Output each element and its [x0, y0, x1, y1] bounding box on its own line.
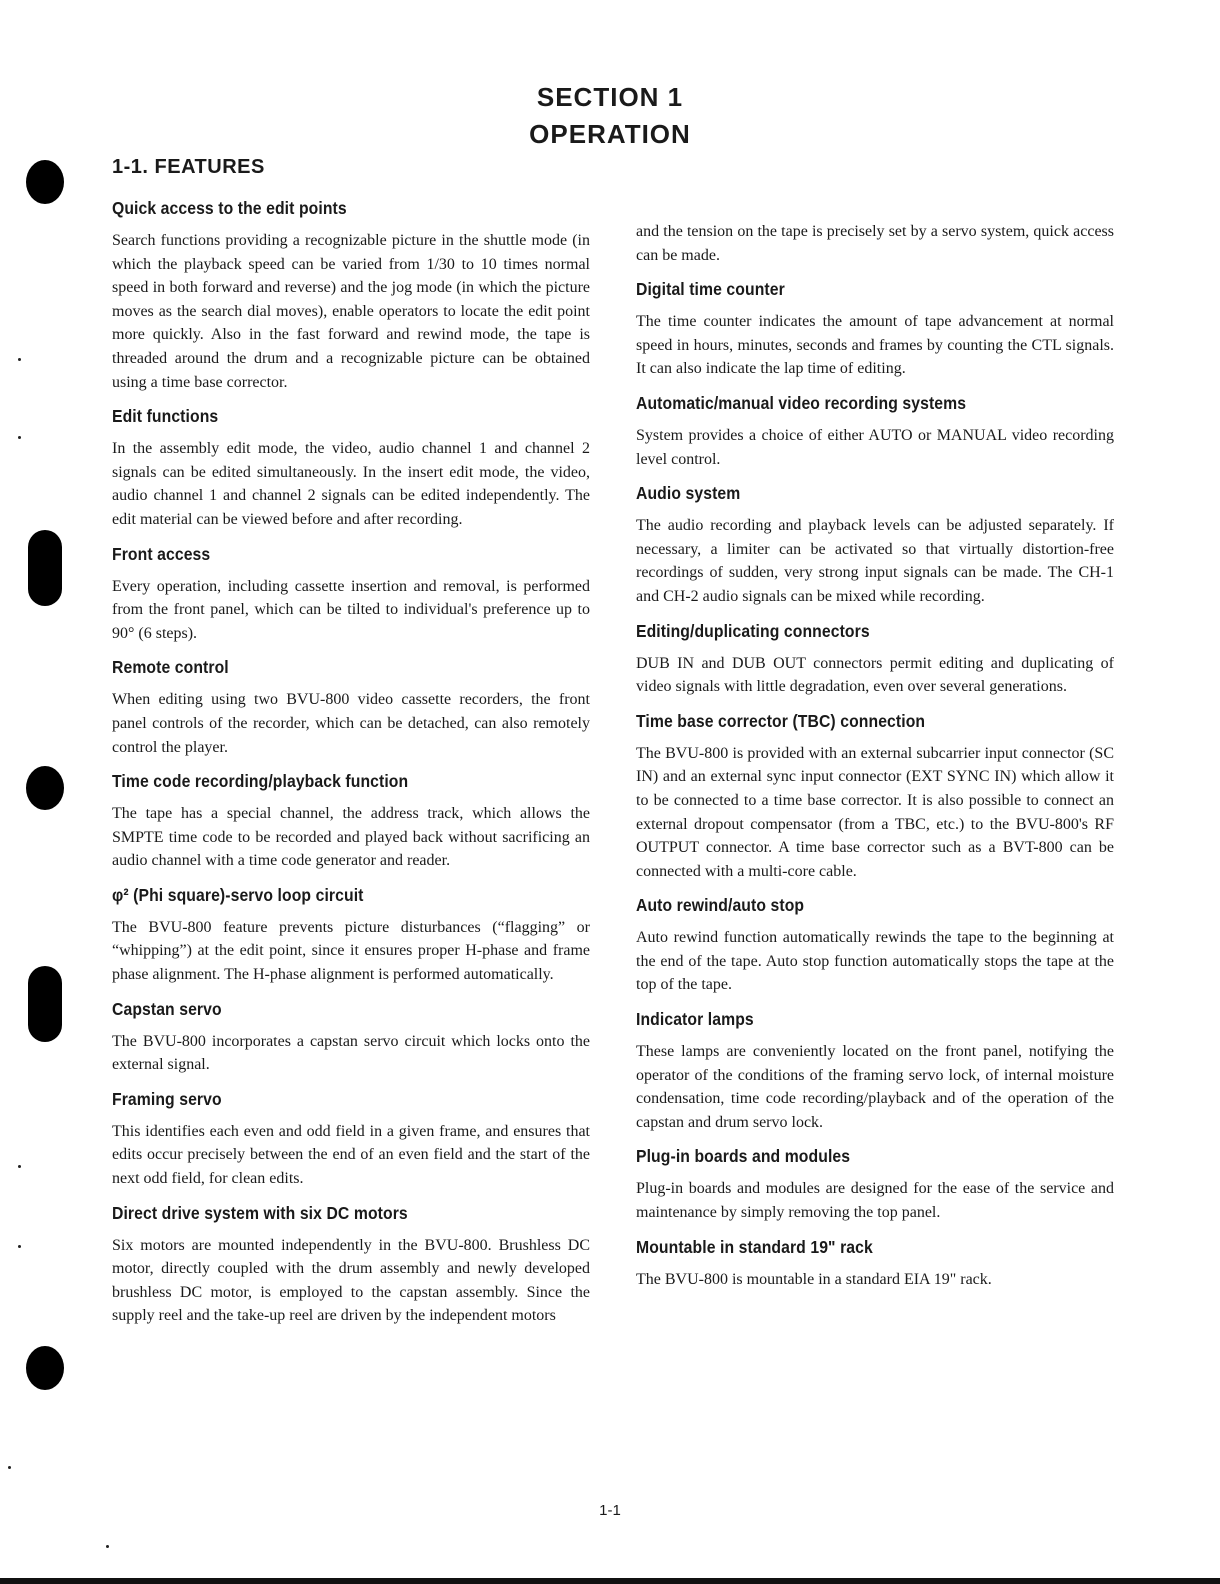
feature-block	[636, 621, 1114, 699]
feature-heading: Digital time counter	[636, 279, 785, 300]
feature-block	[636, 895, 1114, 997]
feature-text: Auto rewind function automatically rewinds the tape to the beginning at the end of the tape. Auto stop function automatically stops the tape at the top of the tape.	[636, 929, 1114, 994]
feature-text: The tape has a special channel, the address track, which allows the SMPTE time code to be recorded and played back without sacrificing an audio channel with a time code generator and reader.	[112, 805, 590, 870]
feature-text: Every operation, including cassette insertion and removal, is performed from the front panel, which can be tilted to individual's preference up to 90° (6 steps).	[112, 577, 590, 642]
feature-heading: Framing servo	[112, 1088, 222, 1109]
feature-block	[112, 198, 590, 394]
feature-block	[112, 657, 590, 759]
feature-heading: Time base corrector (TBC) connection	[636, 710, 926, 731]
left-column	[112, 198, 590, 1340]
section-title: OPERATION	[529, 119, 691, 149]
continued-text: and the tension on the tape is precisely set by a servo system, quick access can be made.	[636, 223, 1114, 264]
feature-heading: Automatic/manual video recording systems	[636, 392, 967, 413]
feature-heading: Time code recording/playback function	[112, 771, 409, 792]
feature-heading: Audio system	[636, 483, 741, 504]
feature-block	[112, 1089, 590, 1191]
feature-block	[112, 406, 590, 531]
feature-heading: Auto rewind/auto stop	[636, 895, 805, 916]
feature-text: System provides a choice of either AUTO or MANUAL video recording level control.	[636, 426, 1114, 468]
feature-heading: Editing/duplicating connectors	[636, 620, 870, 641]
feature-block	[636, 393, 1114, 471]
feature-text: The BVU-800 is mountable in a standard EIA 19" rack.	[636, 1270, 992, 1288]
feature-block	[636, 483, 1114, 608]
feature-block	[636, 279, 1114, 381]
scan-speck	[8, 1466, 11, 1469]
feature-text: The time counter indicates the amount of tape advancement at normal speed in hours, minutes, seconds and frames by counting the CTL signals. It can also indicate the lap time of editing.	[636, 313, 1114, 378]
punch-hole	[26, 160, 64, 204]
punch-hole	[28, 530, 62, 606]
feature-block	[112, 999, 590, 1077]
scan-speck	[18, 1165, 21, 1168]
right-column	[636, 220, 1114, 1303]
page-number: 1-1	[599, 1502, 621, 1519]
feature-text: The audio recording and playback levels can be adjusted separately. If necessary, a limiter can be activated so that virtually distortion-free recordings of sudden, very strong input signals can be made. The CH-1 and CH-2 audio signals can be mixed while recording.	[636, 517, 1114, 605]
feature-block	[112, 544, 590, 646]
feature-heading: Capstan servo	[112, 998, 222, 1019]
feature-heading: Direct drive system with six DC motors	[112, 1202, 408, 1223]
feature-block	[112, 885, 590, 987]
scan-speck	[106, 1545, 109, 1548]
scan-speck	[18, 1245, 21, 1248]
feature-text: The BVU-800 feature prevents picture disturbances (“flagging” or “whipping”) at the edit point, since it ensures proper H-phase and frame phase alignment. The H-phase alignment is performed automatically.	[112, 918, 590, 984]
feature-heading: Front access	[112, 543, 211, 564]
feature-heading: Mountable in standard 19" rack	[636, 1236, 873, 1257]
feature-text: The BVU-800 is provided with an external subcarrier input connector (SC IN) and an external sync input connector (EXT SYNC IN) which allow it to be connected to a time base corrector. It is also possible to connect an external dropout compensator (from a TBC, etc.) to the BVU-800's RF OUTPUT connector. A time base corrector such as a BVT-800 can be connected with a multi-core cable.	[636, 744, 1114, 880]
feature-heading: Remote control	[112, 657, 229, 678]
feature-text: The BVU-800 incorporates a capstan servo circuit which locks onto the external signal.	[112, 1032, 590, 1074]
feature-text: In the assembly edit mode, the video, audio channel 1 and channel 2 signals can be edited simultaneously. In the insert edit mode, the video, audio channel 1 and channel 2 signals can be edited independently. The edit material can be viewed before and after recording.	[112, 440, 590, 528]
punch-hole	[26, 766, 64, 810]
section-number: SECTION 1	[536, 82, 684, 112]
punch-hole	[26, 1346, 64, 1390]
punch-hole	[28, 966, 62, 1042]
feature-heading: φ² (Phi square)-servo loop circuit	[112, 884, 364, 905]
feature-block	[636, 1146, 1114, 1224]
feature-heading: Edit functions	[112, 406, 219, 427]
feature-block	[112, 1203, 590, 1328]
features-heading: 1-1. FEATURES	[112, 156, 265, 178]
feature-block	[636, 1237, 1114, 1292]
feature-block	[112, 771, 590, 873]
feature-text: Plug-in boards and modules are designed for the ease of the service and maintenance by simply removing the top panel.	[636, 1180, 1114, 1222]
feature-heading: Quick access to the edit points	[112, 198, 347, 218]
feature-text: These lamps are conveniently located on the front panel, notifying the operator of the conditions of the framing servo lock, of internal moisture condensation, time code recording/playback and of the operation of the capstan and drum servo lock.	[636, 1043, 1114, 1131]
feature-text: Six motors are mounted independently in the BVU-800. Brushless DC motor, directly coupled with the drum assembly and newly developed brushless DC motor, is employed to the capstan assembly. Since the supply reel and the take-up reel are driven by the independent motors	[112, 1236, 590, 1325]
feature-block	[636, 711, 1114, 884]
feature-heading: Plug-in boards and modules	[636, 1146, 851, 1167]
feature-text: Search functions providing a recognizable picture in the shuttle mode (in which the playback speed can be varied from 1/30 to 10 times normal speed in both forward and reverse) and the jog mode (in which the picture moves as the search dial moves), enable operators to locate the edit point more quickly. Also in the fast forward and rewind mode, the tape is threaded around the drum and a recognizable picture can be obtained using a time base corrector.	[112, 232, 590, 391]
feature-block	[636, 1009, 1114, 1134]
scan-speck	[18, 436, 21, 439]
scan-speck	[18, 358, 21, 361]
feature-text: This identifies each even and odd field in a given frame, and ensures that edits occur precisely between the end of an even field and the start of the next odd field, for clean edits.	[112, 1122, 590, 1188]
feature-text: When editing using two BVU-800 video cassette recorders, the front panel controls of the recorder, which can be detached, can also remotely control the player.	[112, 691, 590, 756]
feature-heading: Indicator lamps	[636, 1009, 754, 1030]
feature-text: DUB IN and DUB OUT connectors permit editing and duplicating of video signals with little degradation, even over several generations.	[636, 654, 1114, 696]
